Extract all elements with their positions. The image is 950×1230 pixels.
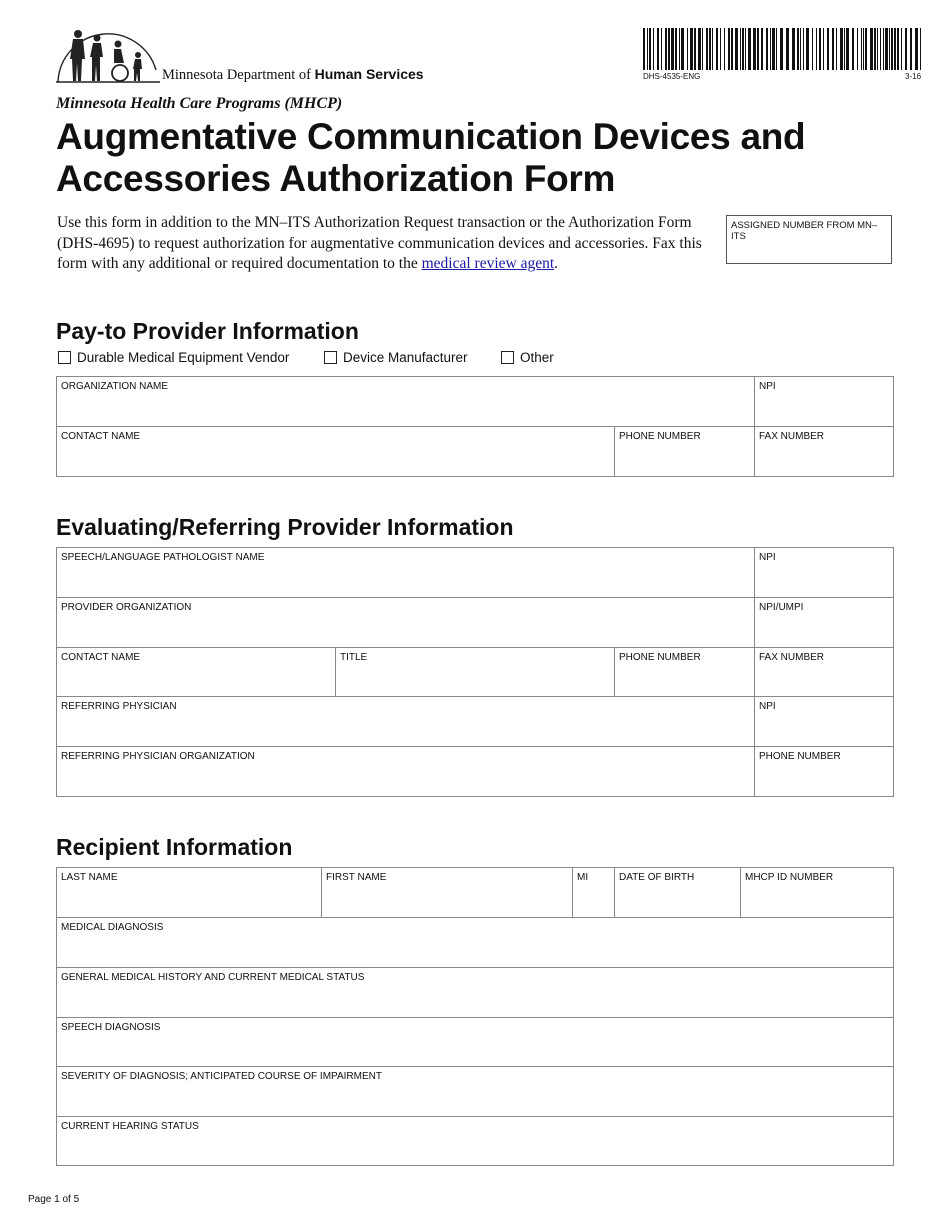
- field-label: NPI: [759, 701, 776, 712]
- recipient-form: [56, 867, 894, 1166]
- medical-review-agent-link[interactable]: medical review agent: [421, 255, 555, 272]
- field-label: PROVIDER ORGANIZATION: [61, 602, 192, 613]
- page-title: Augmentative Communication Devices and Accessories Authorization Form: [56, 116, 806, 199]
- checkbox-dme-vendor[interactable]: [58, 350, 289, 365]
- provider-organization-field[interactable]: [57, 598, 755, 648]
- field-label: GENERAL MEDICAL HISTORY AND CURRENT MEDICAL STATUS: [61, 972, 365, 983]
- dhs-logo: [56, 26, 436, 84]
- checkbox-other[interactable]: [501, 350, 554, 365]
- checkbox-box[interactable]: [324, 351, 337, 364]
- page-number: Page 1 of 5: [28, 1194, 80, 1205]
- speech-diagnosis-field[interactable]: [57, 1018, 893, 1067]
- slp-npi-field[interactable]: [755, 548, 893, 598]
- checkbox-box[interactable]: [58, 351, 71, 364]
- family-logo-icon: [56, 26, 160, 84]
- last-name-field[interactable]: [57, 868, 322, 918]
- assigned-number-field[interactable]: [726, 215, 892, 264]
- date-of-birth-field[interactable]: [615, 868, 741, 918]
- referring-physician-field[interactable]: [57, 697, 755, 747]
- slp-name-field[interactable]: [57, 548, 755, 598]
- checkbox-label: Other: [520, 350, 554, 365]
- field-label: PHONE NUMBER: [619, 431, 701, 442]
- referring-physician-org-field[interactable]: [57, 747, 755, 796]
- field-label: CONTACT NAME: [61, 652, 141, 663]
- field-label: PHONE NUMBER: [619, 652, 701, 663]
- recipient-heading: Recipient Information: [56, 834, 293, 860]
- checkbox-device-manufacturer[interactable]: [324, 350, 468, 365]
- field-label: MEDICAL DIAGNOSIS: [61, 922, 164, 933]
- field-label: SPEECH DIAGNOSIS: [61, 1022, 161, 1033]
- field-label: ORGANIZATION NAME: [61, 381, 169, 392]
- intro-end: .: [554, 255, 559, 272]
- assigned-number-label: ASSIGNED NUMBER FROM MN–ITS: [731, 220, 878, 242]
- field-label: NPI/UMPI: [759, 602, 804, 613]
- referring-npi-field[interactable]: [755, 697, 893, 747]
- field-label: NPI: [759, 381, 776, 392]
- referring-phone-number-field[interactable]: [755, 747, 893, 796]
- phone-number-field[interactable]: [615, 427, 755, 476]
- pay-to-heading: Pay-to Provider Information: [56, 318, 359, 344]
- field-label: SPEECH/LANGUAGE PATHOLOGIST NAME: [61, 552, 265, 563]
- field-label: MI: [577, 872, 589, 883]
- organization-name-field[interactable]: [57, 377, 755, 427]
- medical-diagnosis-field[interactable]: [57, 918, 893, 968]
- field-label: CURRENT HEARING STATUS: [61, 1121, 199, 1132]
- evaluating-form: [56, 547, 894, 797]
- field-label: PHONE NUMBER: [759, 751, 841, 762]
- field-label: REFERRING PHYSICIAN ORGANIZATION: [61, 751, 255, 762]
- field-label: TITLE: [340, 652, 368, 663]
- npi-field[interactable]: [755, 377, 893, 427]
- field-label: CONTACT NAME: [61, 431, 141, 442]
- evaluating-heading: Evaluating/Referring Provider Information: [56, 514, 514, 540]
- eval-title-field[interactable]: [336, 648, 615, 697]
- checkbox-box[interactable]: [501, 351, 514, 364]
- form-id: DHS-4535-ENG: [643, 72, 701, 81]
- field-label: FIRST NAME: [326, 872, 387, 883]
- intro-text: Use this form in addition to the MN–ITS Authorization Request transaction or the Authorization Form (DHS-4695) to request authorization for augmentative communication devices and accessories. Fax this form with any additional or required documentation to the: [57, 214, 702, 272]
- middle-initial-field[interactable]: [573, 868, 615, 918]
- contact-name-field[interactable]: [57, 427, 615, 476]
- form-revision: 3-16: [905, 72, 922, 81]
- pay-to-form: [56, 376, 894, 477]
- field-label: NPI: [759, 552, 776, 563]
- npi-umpi-field[interactable]: [755, 598, 893, 648]
- field-label: DATE OF BIRTH: [619, 872, 695, 883]
- barcode: [643, 28, 923, 70]
- program-name: Minnesota Health Care Programs (MHCP): [56, 95, 343, 112]
- agency-name-bold: Human Services: [314, 66, 424, 82]
- checkbox-label: Device Manufacturer: [343, 350, 468, 365]
- mhcp-id-field[interactable]: [741, 868, 893, 918]
- medical-history-field[interactable]: [57, 968, 893, 1018]
- hearing-status-field[interactable]: [57, 1117, 893, 1165]
- eval-fax-number-field[interactable]: [755, 648, 893, 697]
- intro-paragraph: [57, 213, 707, 275]
- checkbox-label: Durable Medical Equipment Vendor: [77, 350, 290, 365]
- severity-field[interactable]: [57, 1067, 893, 1117]
- field-label: LAST NAME: [61, 872, 118, 883]
- field-label: MHCP ID NUMBER: [745, 872, 834, 883]
- field-label: FAX NUMBER: [759, 652, 825, 663]
- field-label: SEVERITY OF DIAGNOSIS; ANTICIPATED COURSE OF IMPAIRMENT: [61, 1071, 382, 1082]
- agency-name: Minnesota Department of: [162, 67, 315, 83]
- first-name-field[interactable]: [322, 868, 573, 918]
- fax-number-field[interactable]: [755, 427, 893, 476]
- field-label: FAX NUMBER: [759, 431, 825, 442]
- eval-phone-number-field[interactable]: [615, 648, 755, 697]
- field-label: REFERRING PHYSICIAN: [61, 701, 177, 712]
- eval-contact-name-field[interactable]: [57, 648, 336, 697]
